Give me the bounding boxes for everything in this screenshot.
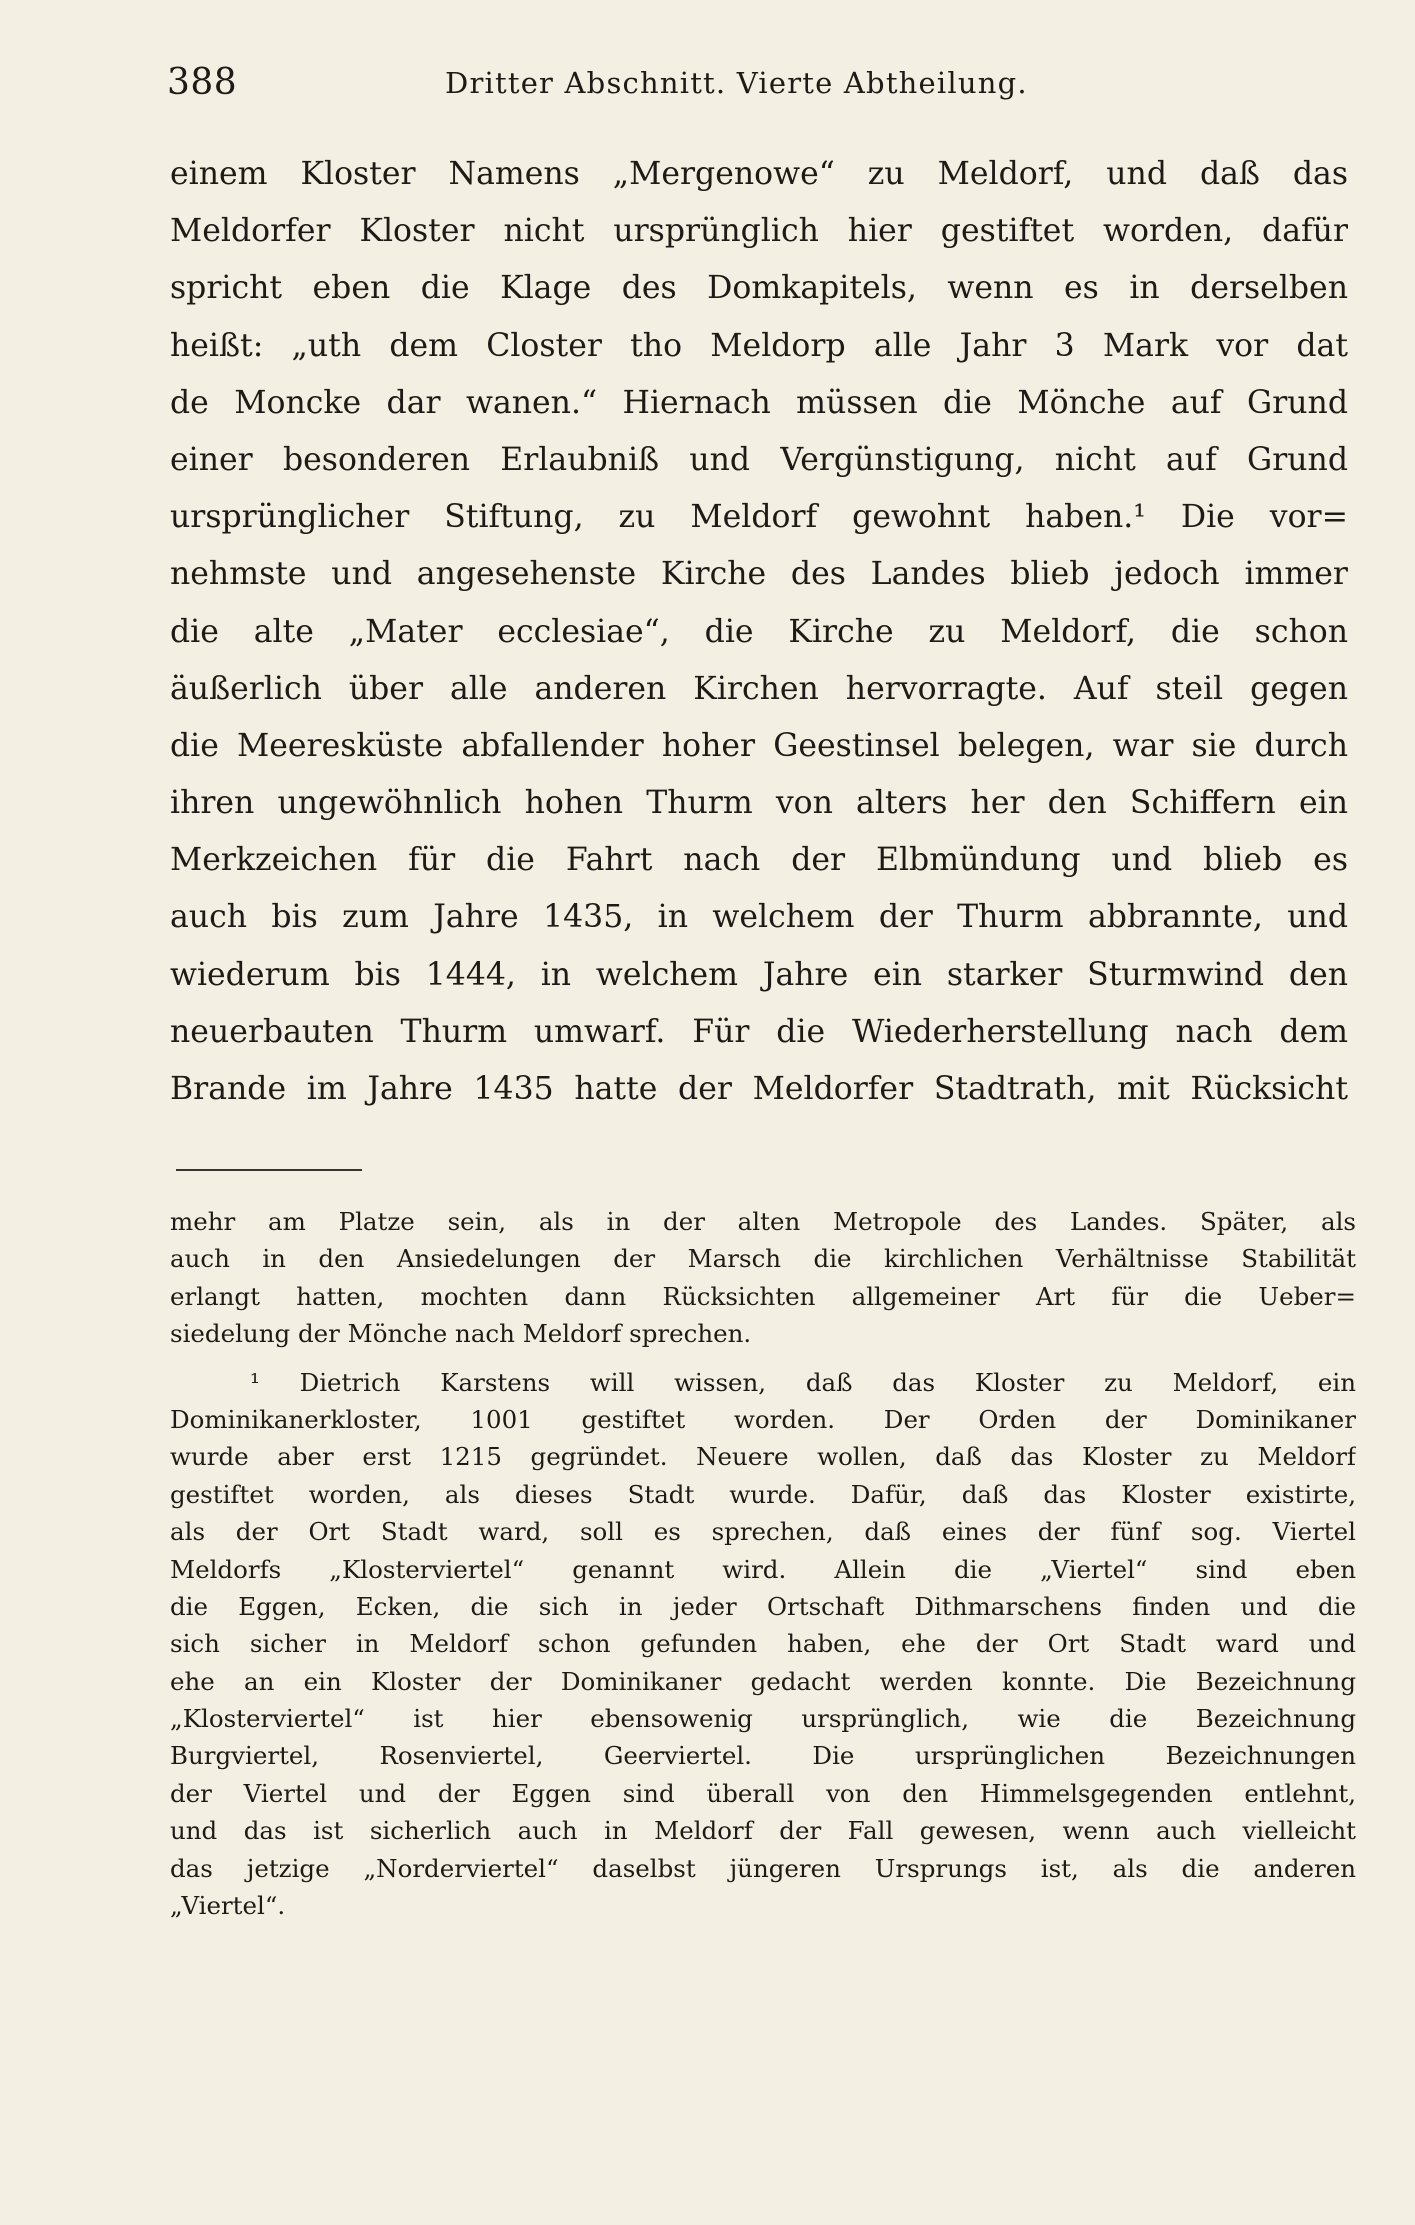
page-header bbox=[167, 58, 1352, 108]
main-text-line: Merkzeichen für die Fahrt nach der Elbmündung und blieb es bbox=[170, 842, 1348, 879]
footnote-1-line: Dominikanerkloster, 1001 gestiftet worden. Der Orden der Dominikaner bbox=[170, 1404, 1356, 1434]
footnote-1-line: „Klosterviertel“ ist hier ebensowenig ursprünglich, wie die Bezeichnung bbox=[170, 1704, 1356, 1734]
main-text-line: de Moncke dar wanen.“ Hiernach müssen die Mönche auf Grund bbox=[170, 384, 1348, 421]
footnote-1-line: wurde aber erst 1215 gegründet. Neuere wollen, daß das Kloster zu Meldorf bbox=[170, 1442, 1356, 1472]
footnote-1-line: ehe an ein Kloster der Dominikaner gedacht werden konnte. Die Bezeichnung bbox=[170, 1666, 1356, 1696]
main-text-line: äußerlich über alle anderen Kirchen hervorragte. Auf steil gegen bbox=[170, 670, 1348, 707]
main-text-block bbox=[170, 146, 1348, 1118]
footnote-continuation-line: auch in den Ansiedelungen der Marsch die kirchlichen Verhältnisse Stabilität bbox=[170, 1244, 1356, 1274]
footnote-1-line: die Eggen, Ecken, die sich in jeder Ortschaft Dithmarschens finden und die bbox=[170, 1591, 1356, 1621]
footnote-1-line: gestiftet worden, als dieses Stadt wurde. Dafür, daß das Kloster existirte, bbox=[170, 1479, 1356, 1509]
main-text-line: einem Kloster Namens „Mergenowe“ zu Meldorf, und daß das bbox=[170, 156, 1348, 192]
main-text-line: Meldorfer Kloster nicht ursprünglich hier gestiftet worden, dafür bbox=[170, 213, 1348, 250]
footnote-continuation-line: mehr am Platze sein, als in der alten Metropole des Landes. Später, als bbox=[170, 1207, 1356, 1236]
footnote-divider bbox=[176, 1169, 362, 1171]
main-text-line: neuerbauten Thurm umwarf. Für die Wiederherstellung nach dem bbox=[170, 1013, 1348, 1050]
main-text-line: ihren ungewöhnlich hohen Thurm von alters her den Schiffern ein bbox=[170, 785, 1348, 822]
footnote-1-line: Meldorfs „Klosterviertel“ genannt wird. Allein die „Viertel“ sind eben bbox=[170, 1554, 1356, 1584]
main-text-line: nehmste und angesehenste Kirche des Landes blieb jedoch immer bbox=[170, 556, 1348, 593]
main-text-line: einer besonderen Erlaubniß und Vergünstigung, nicht auf Grund bbox=[170, 441, 1348, 478]
main-text-line: wiederum bis 1444, in welchem Jahre ein starker Sturmwind den bbox=[170, 956, 1348, 993]
footnote-1-line: „Viertel“. bbox=[170, 1891, 286, 1921]
page-number: 388 bbox=[167, 62, 238, 103]
main-text-line: heißt: „uth dem Closter tho Meldorp alle Jahr 3 Mark vor dat bbox=[170, 327, 1348, 364]
main-text-line: die Meeresküste abfallender hoher Geestinsel belegen, war sie durch bbox=[170, 727, 1348, 764]
footnote-1-line: das jetzige „Norderviertel“ daselbst jüngeren Ursprungs ist, als die anderen bbox=[170, 1853, 1356, 1883]
main-text-line: Brande im Jahre 1435 hatte der Meldorfer Stadtrath, mit Rücksicht bbox=[170, 1071, 1348, 1107]
footnote-1-line: und das ist sicherlich auch in Meldorf der Fall gewesen, wenn auch vielleicht bbox=[170, 1816, 1356, 1846]
footnote-continuation-line: erlangt hatten, mochten dann Rücksichten allgemeiner Art für die Ueber= bbox=[170, 1281, 1356, 1311]
footnote-1-line: als der Ort Stadt ward, soll es sprechen, daß eines der fünf sog. Viertel bbox=[170, 1517, 1356, 1547]
main-text-line: auch bis zum Jahre 1435, in welchem der Thurm abbrannte, und bbox=[170, 899, 1348, 936]
footnotes-block bbox=[170, 1203, 1356, 1924]
footnote-1-line: ¹ Dietrich Karstens will wissen, daß das Kloster zu Meldorf, ein bbox=[250, 1367, 1356, 1397]
running-head: Dritter Abschnitt. Vierte Abtheilung. bbox=[445, 66, 1028, 100]
main-text-line: ursprünglicher Stiftung, zu Meldorf gewohnt haben.¹ Die vor= bbox=[170, 499, 1348, 536]
footnote-continuation-line: siedelung der Mönche nach Meldorf sprechen. bbox=[170, 1319, 752, 1349]
main-text-line: die alte „Mater ecclesiae“, die Kirche zu Meldorf, die schon bbox=[170, 613, 1348, 650]
footnote-1-line: der Viertel und der Eggen sind überall von den Himmelsgegenden entlehnt, bbox=[170, 1778, 1356, 1808]
main-text-line: spricht eben die Klage des Domkapitels, wenn es in derselben bbox=[170, 270, 1348, 307]
footnote-1-line: sich sicher in Meldorf schon gefunden haben, ehe der Ort Stadt ward und bbox=[170, 1629, 1356, 1659]
footnote-1-line: Burgviertel, Rosenviertel, Geerviertel. Die ursprünglichen Bezeichnungen bbox=[170, 1741, 1356, 1771]
